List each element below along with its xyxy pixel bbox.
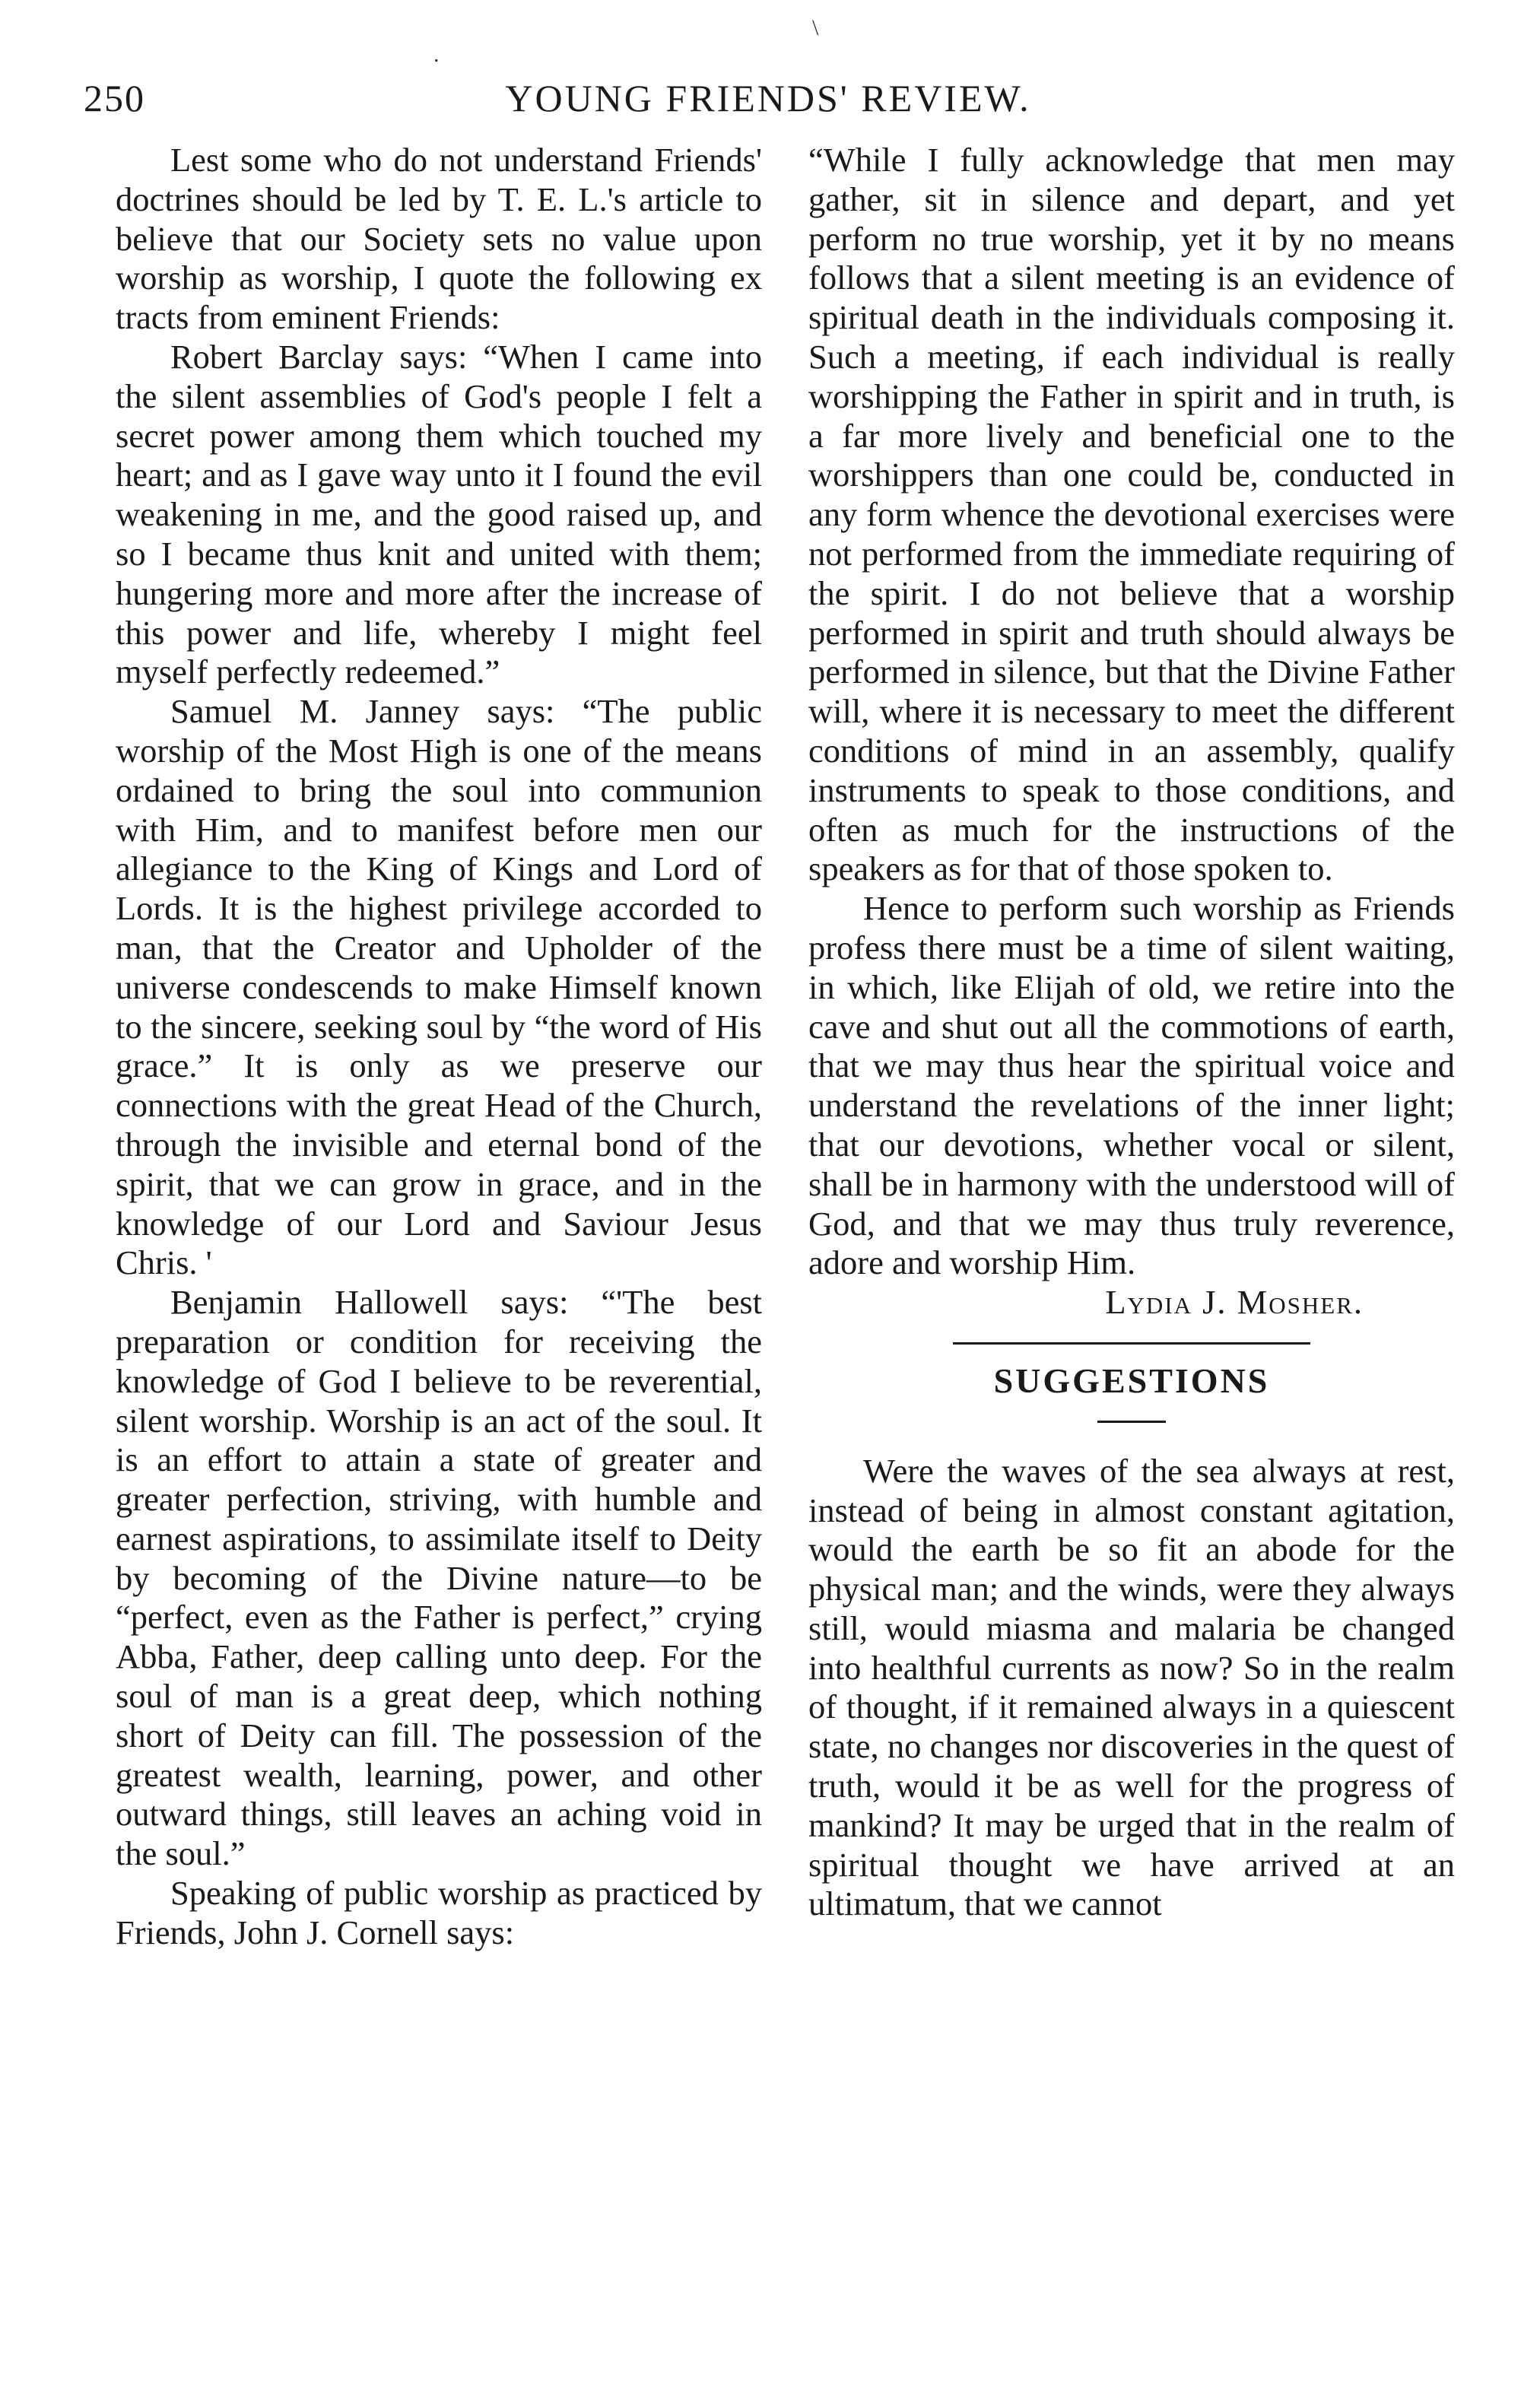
cornell-intro-paragraph: Speaking of public worship as practiced by Friends, John J. Cornell says: bbox=[116, 1874, 762, 1951]
section-heading: SUGGESTIONS bbox=[993, 1361, 1270, 1400]
stray-mark: \ bbox=[812, 15, 819, 40]
author-signature: Lydia J. Mosher. bbox=[1105, 1283, 1364, 1322]
right-column bbox=[808, 141, 1455, 1924]
running-title: YOUNG FRIENDS' REVIEW. bbox=[505, 77, 1031, 119]
stray-mark: . bbox=[433, 42, 440, 67]
heading-underline bbox=[1097, 1421, 1166, 1423]
section-divider bbox=[953, 1342, 1310, 1345]
suggestions-paragraph: Were the waves of the sea always at rest, instead of being in almost constant agitation, would the earth be so fit an abode for the physical man; and the winds, were they always still, would miasma and malaria be changed into healthful currents as now? So in the realm of thought, if it remained always in a quiescent state, no changes nor discoveries in the quest of truth, would it be as well for the progress of mankind? It may be urged that in the realm of spiritual thought we have arrived at an ultimatum, that we cannot bbox=[808, 1451, 1455, 1923]
hallowell-quote-paragraph: Benjamin Hallowell says: “'The best preparation or condition for receiving the knowledge of God I believe to be reverential, silent worship. Worship is an act of the soul. It is an effort to attain a state of greater and greater perfection, striving, with humble and earnest aspirations, to assimilate itself to Deity by becoming of the Divine nature—to be “perfect, even as the Father is perfect,” crying Abba, Father, deep calling unto deep. For the soul of man is a great deep, which nothing short of Deity can fill. The possession of the greatest wealth, learning, power, and other outward things, still leaves an aching void in the soul.” bbox=[116, 1283, 762, 1873]
page-number: 250 bbox=[84, 77, 145, 119]
barclay-quote-paragraph: Robert Barclay says: “When I came into the silent assemblies of God's people I felt a secret power among them which touched my heart; and as I gave way unto it I found the evil weakening in me, and the good raised up, and so I became thus knit and united with them; hungering more and more after the increase of this power and life, whereby I might feel myself perfectly redeemed.” bbox=[116, 337, 762, 691]
cornell-quote-paragraph: “While I fully acknowledge that men may gather, sit in silence and depart, and yet perform no true worship, yet it by no means follows that a silent meeting is an evidence of spiritual death in the individuals composing it. Such a meeting, if each individual is really worshipping the Father in spirit and in truth, is a far more lively and beneficial one to the worshippers than one could be, conducted in any form whence the devotional exercises were not performed from the immediate requiring of the spirit. I do not believe that a worship performed in spirit and truth should always be performed in silence, but that the Divine Father will, where it is necessary to meet the different conditions of mind in an assembly, qualify instruments to speak to those conditions, and often as much for the instructions of the speakers as for that of those spoken to. bbox=[808, 141, 1455, 888]
page-header bbox=[84, 76, 1453, 129]
janney-quote-paragraph: Samuel M. Janney says: “The public worship of the Most High is one of the means ordained to bring the soul into communion with Him, and to manifest before men our allegiance to the King of Kings and Lord of Lords. It is the highest privilege accorded to man, that the Creator and Upholder of the universe condescends to make Himself known to the sincere, seeking soul by “the word of His grace.” It is only as we preserve our connections with the great Head of the Church, through the invisible and eternal bond of the spirit, that we can grow in grace, and in the knowledge of our Lord and Saviour Jesus Chris. ' bbox=[116, 692, 762, 1282]
intro-paragraph: Lest some who do not understand Friends' doctrines should be led by T. E. L.'s article to believe that our Society sets no value upon worship as worship, I quote the following ex tracts from eminent Friends: bbox=[116, 141, 762, 337]
conclusion-paragraph: Hence to perform such worship as Friends profess there must be a time of silent waiting, in which, like Elijah of old, we retire into the cave and shut out all the commotions of earth, that we may thus hear the spiritual voice and understand the revelations of the inner light; that our devotions, whether vocal or silent, shall be in harmony with the understood will of God, and that we may thus truly reverence, adore and worship Him. bbox=[808, 889, 1455, 1282]
left-column bbox=[116, 141, 762, 1953]
